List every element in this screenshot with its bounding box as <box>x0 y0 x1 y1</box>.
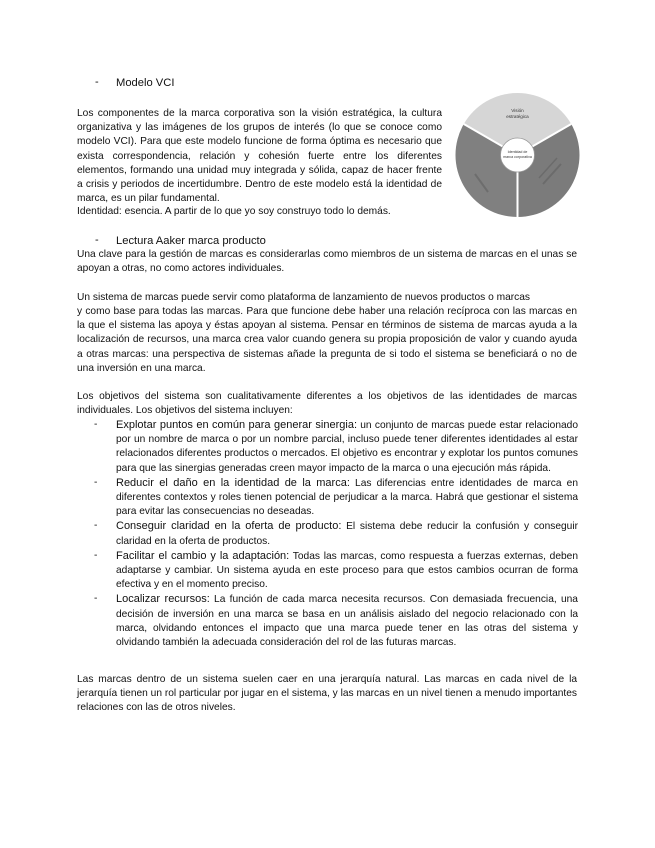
objective-item <box>94 592 578 650</box>
objective-title: Reducir el daño en la identidad de la marca: <box>116 476 350 489</box>
label-marca-corporativa: marca corporativa <box>503 155 532 159</box>
objective-title: Conseguir claridad en la oferta de producto: <box>116 520 342 533</box>
list-dash: - <box>95 234 99 246</box>
list-dash: - <box>95 76 99 88</box>
aaker-paragraph-2: y como base para todas las marcas. Para que funcione debe haber una relación recíproca con las marcas en la que el sistema las apoya y éstas apoyan al sistema. Pensar en términos de sistema de marcas ayuda a la localización de recursos, una marca crea valor cuando genera su propia proposición de valor y cuando ayuda a otras marcas: una perspectiva de sistemas añade la pregunta de si todo el sistema se beneficiará o no de una inversión en una marca. <box>77 306 577 374</box>
aaker-paragraph-1: Una clave para la gestión de marcas es considerarlas como miembros de un sistema de marcas en el unas se apoyan a otras, no como actores individuales. <box>77 249 577 275</box>
objective-title: Explotar puntos en común para generar sinergia: <box>116 419 358 431</box>
objective-text: Las diferencias entre identidades de marca en diferentes contextos y roles tienen potencial de perjudicar a la marca. Habrá que gestionar el sistema para evitar las consecuencias no deseadas. <box>116 477 578 518</box>
list-dash: - <box>94 419 98 430</box>
heading-modelo-vci: Modelo VCI <box>116 77 175 89</box>
objective-text: La función de cada marca necesita recursos. Con demasiada frecuencia, una decisión de inversión en una marca se basa en un análisis aislado del negocio relacionado con la marca, olvidando entonces el impacto que una marca puede tener en las otras del sistema y olvidando también la adecuada consideración del rol de las futuras marcas. <box>116 594 578 649</box>
objective-title: Facilitar el cambio y la adaptación: <box>116 549 290 562</box>
objectives-list <box>94 418 578 650</box>
aaker-paragraph-4: Las marcas dentro de un sistema suelen caer en una jerarquía natural. Las marcas en cada nivel de la jerarquía tienen un rol particular por jugar en el sistema, y las marcas en un nivel tienen a menudo importantes relaciones con las de otros niveles. <box>77 674 577 714</box>
objective-item <box>94 418 578 476</box>
list-dash: - <box>94 593 98 605</box>
objective-item <box>94 476 578 520</box>
objective-item <box>94 519 578 548</box>
aaker-paragraph-3: Los objetivos del sistema son cualitativamente diferentes a los objetivos de las identidades de marcas individuales. Los objetivos del sistema incluyen: <box>77 391 577 417</box>
objective-text: un conjunto de marcas puede estar relacionado por un nombre de marca o por un nombre parcial, incluso puede tener diferentes identidades al estar relacionados diferentes productos o mercados. El objetivo es encontrar y explotar los puntos comunes para que las sinergias generadas creen mayor impacto de la marca o una ejecución más rápida. <box>116 420 579 474</box>
list-dash: - <box>94 549 98 561</box>
label-vision: Visión <box>511 108 524 113</box>
vci-paragraph-text: Los componentes de la marca corporativa son la visión estratégica, la cultura organizativa y las imágenes de los grupos de interés (lo que se conoce como modelo VCI). Para que este modelo funcione de forma óptima es necesario que exista correspondencia, relación y cohesión fuerte entre los diferentes elementos, formando una unidad muy integrada y sólida, capaz de hacer frente a crisis y periodos de incertidumbre. Dentro de este modelo está la identidad de marca, es un pilar fundamental. <box>77 108 442 205</box>
heading-lectura-aaker: Lectura Aaker marca producto <box>116 235 266 247</box>
label-identidad: Identidad de <box>507 150 528 154</box>
label-estrategica: estratégica <box>506 114 529 119</box>
vci-paragraph <box>77 107 442 206</box>
vci-diagram <box>453 84 582 226</box>
objective-text: Todas las marcas, como respuesta a fuerzas externas, deben adaptarse y cambiar. Un sistema ayuda en este proceso para que estos cambios ocurran de forma efectiva y en el momento preciso. <box>116 550 579 591</box>
identity-line: Identidad: esencia. A partir de lo que yo soy construyo todo lo demás. <box>77 206 391 217</box>
list-dash: - <box>94 476 98 488</box>
aaker-paragraph-2-first-line: Un sistema de marcas puede servir como plataforma de lanzamiento de nuevos productos o marcas <box>77 292 531 303</box>
objective-text: El sistema debe reducir la confusión y conseguir claridad en la oferta de productos. <box>116 521 578 547</box>
list-dash: - <box>94 520 98 532</box>
objective-title: Localizar recursos: <box>116 593 210 606</box>
objective-item <box>94 549 578 593</box>
